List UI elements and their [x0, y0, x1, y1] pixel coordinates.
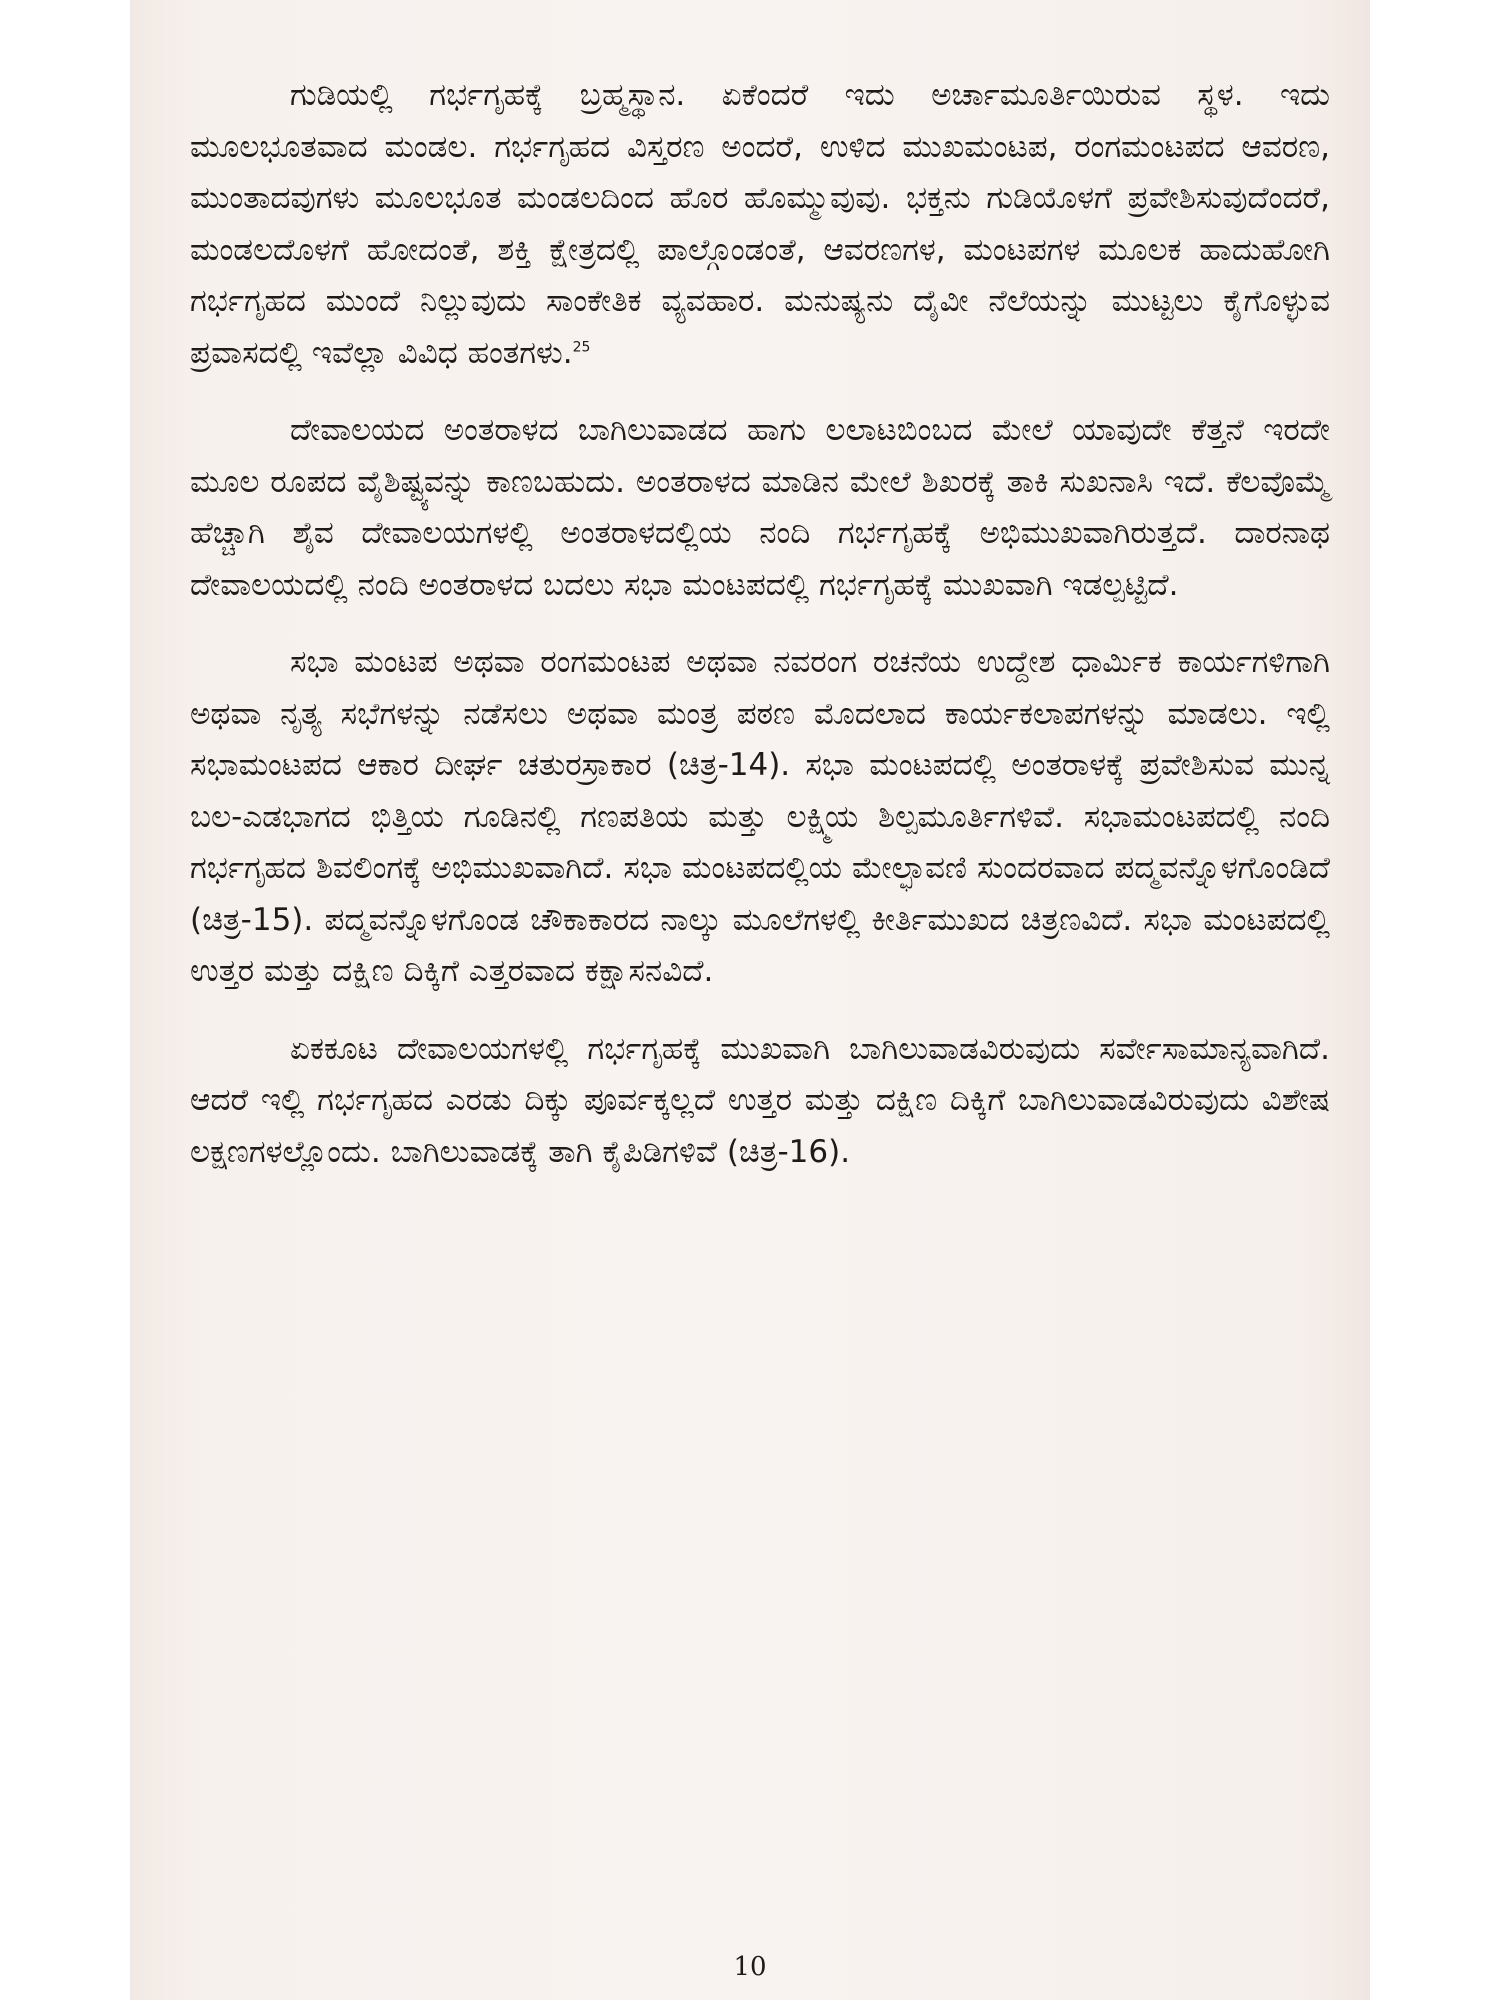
- paragraph-4-text: ಏಕಕೂಟ ದೇವಾಲಯಗಳಲ್ಲಿ ಗರ್ಭಗೃಹಕ್ಕೆ ಮುಖವಾಗಿ ಬಾಗಿಲುವಾಡವಿರುವುದು ಸರ್ವೇಸಾಮಾನ್ಯವಾಗಿದೆ. ಆದರೆ ಇಲ್ಲಿ ಗರ್ಭಗೃಹದ ಎರಡು ದಿಕ್ಕು ಪೂರ್ವಕ್ಕಲ್ಲದೆ ಉತ್ತರ ಮತ್ತು ದಕ್ಷಿಣ ದಿಕ್ಕಿಗೆ ಬಾಗಿಲುವಾಡವಿರುವುದು ವಿಶೇಷ ಲಕ್ಷಣಗಳಲ್ಲೊಂದು. ಬಾಗಿಲುವಾಡಕ್ಕೆ ತಾಗಿ ಕೈಪಿಡಿಗಳಿವೆ (ಚಿತ್ರ-16).: [190, 1030, 1330, 1170]
- paragraph-sabha-mantapa: [190, 637, 1330, 998]
- paragraph-3-text: ಸಭಾ ಮಂಟಪ ಅಥವಾ ರಂಗಮಂಟಪ ಅಥವಾ ನವರಂಗ ರಚನೆಯ ಉದ್ದೇಶ ಧಾರ್ಮಿಕ ಕಾರ್ಯಗಳಿಗಾಗಿ ಅಥವಾ ನೃತ್ಯ ಸಭೆಗಳನ್ನು ನಡೆಸಲು ಅಥವಾ ಮಂತ್ರ ಪಠಣ ಮೊದಲಾದ ಕಾರ್ಯಕಲಾಪಗಳನ್ನು ಮಾಡಲು. ಇಲ್ಲಿ ಸಭಾಮಂಟಪದ ಆಕಾರ ದೀರ್ಘ ಚತುರಸ್ರಾಕಾರ (ಚಿತ್ರ-14). ಸಭಾ ಮಂಟಪದಲ್ಲಿ ಅಂತರಾಳಕ್ಕೆ ಪ್ರವೇಶಿಸುವ ಮುನ್ನ ಬಲ-ಎಡಭಾಗದ ಭಿತ್ತಿಯ ಗೂಡಿನಲ್ಲಿ ಗಣಪತಿಯ ಮತ್ತು ಲಕ್ಷ್ಮಿಯ ಶಿಲ್ಪಮೂರ್ತಿಗಳಿವೆ. ಸಭಾಮಂಟಪದಲ್ಲಿ ನಂದಿ ಗರ್ಭಗೃಹದ ಶಿವಲಿಂಗಕ್ಕೆ ಅಭಿಮುಖವಾಗಿದೆ. ಸಭಾ ಮಂಟಪದಲ್ಲಿಯ ಮೇಲ್ಛಾವಣಿ ಸುಂದರವಾದ ಪದ್ಮವನ್ನೊಳಗೊಂಡಿದೆ (ಚಿತ್ರ-15). ಪದ್ಮವನ್ನೊಳಗೊಂಡ ಚೌಕಾಕಾರದ ನಾಲ್ಕು ಮೂಲೆಗಳಲ್ಲಿ ಕೀರ್ತಿಮುಖದ ಚಿತ್ರಣವಿದೆ. ಸಭಾ ಮಂಟಪದಲ್ಲಿ ಉತ್ತರ ಮತ್ತು ದಕ್ಷಿಣ ದಿಕ್ಕಿಗೆ ಎತ್ತರವಾದ ಕಕ್ಷಾಸನವಿದೆ.: [190, 644, 1330, 989]
- page-body-text: [190, 70, 1330, 1204]
- paragraph-2-text: ದೇವಾಲಯದ ಅಂತರಾಳದ ಬಾಗಿಲುವಾಡದ ಹಾಗು ಲಲಾಟಬಿಂಬದ ಮೇಲೆ ಯಾವುದೇ ಕೆತ್ತನೆ ಇರದೇ ಮೂಲ ರೂಪದ ವೈಶಿಷ್ಟ್ಯವನ್ನು ಕಾಣಬಹುದು. ಅಂತರಾಳದ ಮಾಡಿನ ಮೇಲೆ ಶಿಖರಕ್ಕೆ ತಾಕಿ ಸುಖನಾಸಿ ಇದೆ. ಕೆಲವೊಮ್ಮೆ ಹೆಚ್ಚಾಗಿ ಶೈವ ದೇವಾಲಯಗಳಲ್ಲಿ ಅಂತರಾಳದಲ್ಲಿಯ ನಂದಿ ಗರ್ಭಗೃಹಕ್ಕೆ ಅಭಿಮುಖವಾಗಿರುತ್ತದೆ. ದಾರನಾಥ ದೇವಾಲಯದಲ್ಲಿ ನಂದಿ ಅಂತರಾಳದ ಬದಲು ಸಭಾ ಮಂಟಪದಲ್ಲಿ ಗರ್ಭಗೃಹಕ್ಕೆ ಮುಖವಾಗಿ ಇಡಲ್ಪಟ್ಟಿದೆ.: [190, 412, 1330, 603]
- paragraph-garbhagriha: [190, 70, 1330, 379]
- footnote-marker: 25: [572, 339, 591, 356]
- paragraph-1-text: ಗುಡಿಯಲ್ಲಿ ಗರ್ಭಗೃಹಕ್ಕೆ ಬ್ರಹ್ಮಸ್ಥಾನ. ಏಕೆಂದರೆ ಇದು ಅರ್ಚಾಮೂರ್ತಿಯಿರುವ ಸ್ಥಳ. ಇದು ಮೂಲಭೂತವಾದ ಮಂಡಲ. ಗರ್ಭಗೃಹದ ವಿಸ್ತರಣ ಅಂದರೆ, ಉಳಿದ ಮುಖಮಂಟಪ, ರಂಗಮಂಟಪದ ಆವರಣ, ಮುಂತಾದವುಗಳು ಮೂಲಭೂತ ಮಂಡಲದಿಂದ ಹೊರ ಹೊಮ್ಮುವುವು. ಭಕ್ತನು ಗುಡಿಯೊಳಗೆ ಪ್ರವೇಶಿಸುವುದೆಂದರೆ, ಮಂಡಲದೊಳಗೆ ಹೋದಂತೆ, ಶಕ್ತಿ ಕ್ಷೇತ್ರದಲ್ಲಿ ಪಾಲ್ಗೊಂಡಂತೆ, ಆವರಣಗಳ, ಮಂಟಪಗಳ ಮೂಲಕ ಹಾದುಹೋಗಿ ಗರ್ಭಗೃಹದ ಮುಂದೆ ನಿಲ್ಲುವುದು ಸಾಂಕೇತಿಕ ವ್ಯವಹಾರ. ಮನುಷ್ಯನು ದೈವೀ ನೆಲೆಯನ್ನು ಮುಟ್ಟಲು ಕೈಗೊಳ್ಳುವ ಪ್ರವಾಸದಲ್ಲಿ ಇವೆಲ್ಲಾ ವಿವಿಧ ಹಂತಗಳು.: [190, 77, 1330, 371]
- paragraph-doorways: [190, 1024, 1330, 1179]
- paragraph-antarala: [190, 405, 1330, 611]
- page-number: 10: [733, 1952, 767, 1982]
